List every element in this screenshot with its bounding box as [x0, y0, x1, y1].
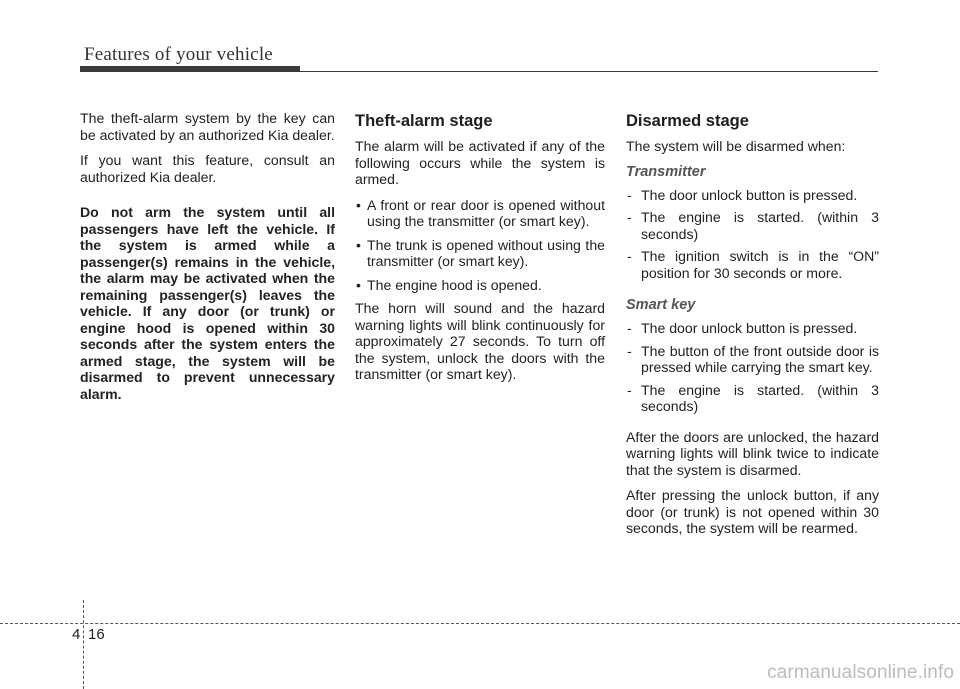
bullet-icon: •: [356, 236, 361, 253]
chapter-number: 4: [72, 626, 81, 643]
column-middle: [355, 110, 605, 392]
list-item-text: The button of the front outside door is pressed while carrying the smart key.: [641, 342, 879, 375]
list-item: [626, 382, 879, 415]
list-item-text: The engine is started. (within 3 seconds): [641, 381, 879, 414]
consult-paragraph: If you want this feature, consult an authorized Kia dealer.: [80, 152, 335, 185]
list-item-text: The ignition switch is in the “ON” position for 30 seconds or more.: [641, 248, 879, 281]
dash-icon: -: [627, 186, 632, 203]
list-item: [355, 197, 605, 230]
list-item: [355, 277, 605, 294]
disarmed-heading: Disarmed stage: [626, 112, 749, 130]
list-item: [626, 248, 879, 281]
list-item-text: The engine is started. (within 3 seconds): [641, 209, 879, 242]
list-item: [626, 343, 879, 376]
page-header-title: Features of your vehicle: [84, 44, 273, 65]
list-item-text: The door unlock button is pressed.: [641, 320, 858, 336]
disarmed-paragraph-1: After the doors are unlocked, the hazard warning lights will blink twice to indicate that the system is disarmed.: [626, 428, 879, 478]
disarmed-intro: The system will be disarmed when:: [626, 138, 846, 154]
header-rule: [300, 71, 878, 72]
disarmed-paragraph-2: After pressing the unlock button, if any door (or trunk) is not opened within 30 seconds, the system will be rearmed.: [626, 487, 879, 536]
bullet-icon: •: [356, 196, 361, 213]
dash-icon: -: [627, 248, 632, 264]
smart-key-subheading: Smart key: [626, 297, 696, 313]
list-item-text: A front or rear door is opened without using the transmitter (or smart key).: [367, 196, 605, 229]
list-item: [626, 209, 879, 242]
footer-rule: [0, 623, 960, 624]
dash-icon: -: [627, 209, 632, 225]
column-right: [626, 110, 879, 546]
column-left: [80, 110, 335, 411]
footer-divider: [83, 600, 84, 689]
intro-paragraph: The theft-alarm system by the key can be activated by an authorized Kia dealer.: [80, 110, 335, 143]
watermark: carmanualsonline.info: [767, 662, 954, 683]
list-item: [355, 237, 605, 270]
list-item: [626, 320, 879, 337]
list-item-text: The door unlock button is pressed.: [641, 186, 858, 203]
dash-icon: -: [627, 320, 632, 336]
dash-icon: -: [627, 342, 632, 359]
dash-icon: -: [627, 381, 632, 398]
theft-alarm-outro: The horn will sound and the hazard warning lights will blink continuously for approximately 27 seconds. To turn off the system, unlock the doors with the transmitter (or smart key).: [355, 300, 605, 382]
theft-alarm-heading: Theft-alarm stage: [355, 112, 493, 130]
warning-paragraph: Do not arm the system until all passengers have left the vehicle. If the system is armed while a passenger(s) remains in the vehicle, the alarm may be activated when the remaining passenger(s) leaves the vehicle. If any door (or trunk) or engine hood is opened within 30 seconds after the system enters the armed stage, the system will be disarmed to prevent unnecessary alarm.: [80, 204, 335, 402]
list-item-text: The trunk is opened without using the transmitter (or smart key).: [367, 236, 605, 269]
theft-alarm-intro: The alarm will be activated if any of the following occurs while the system is armed.: [355, 138, 605, 187]
list-item-text: The engine hood is opened.: [367, 276, 542, 293]
transmitter-subheading: Transmitter: [626, 163, 706, 180]
page-number: 16: [88, 626, 105, 643]
bullet-icon: •: [356, 276, 361, 293]
list-item: [626, 187, 879, 204]
header-bar: [80, 66, 300, 72]
